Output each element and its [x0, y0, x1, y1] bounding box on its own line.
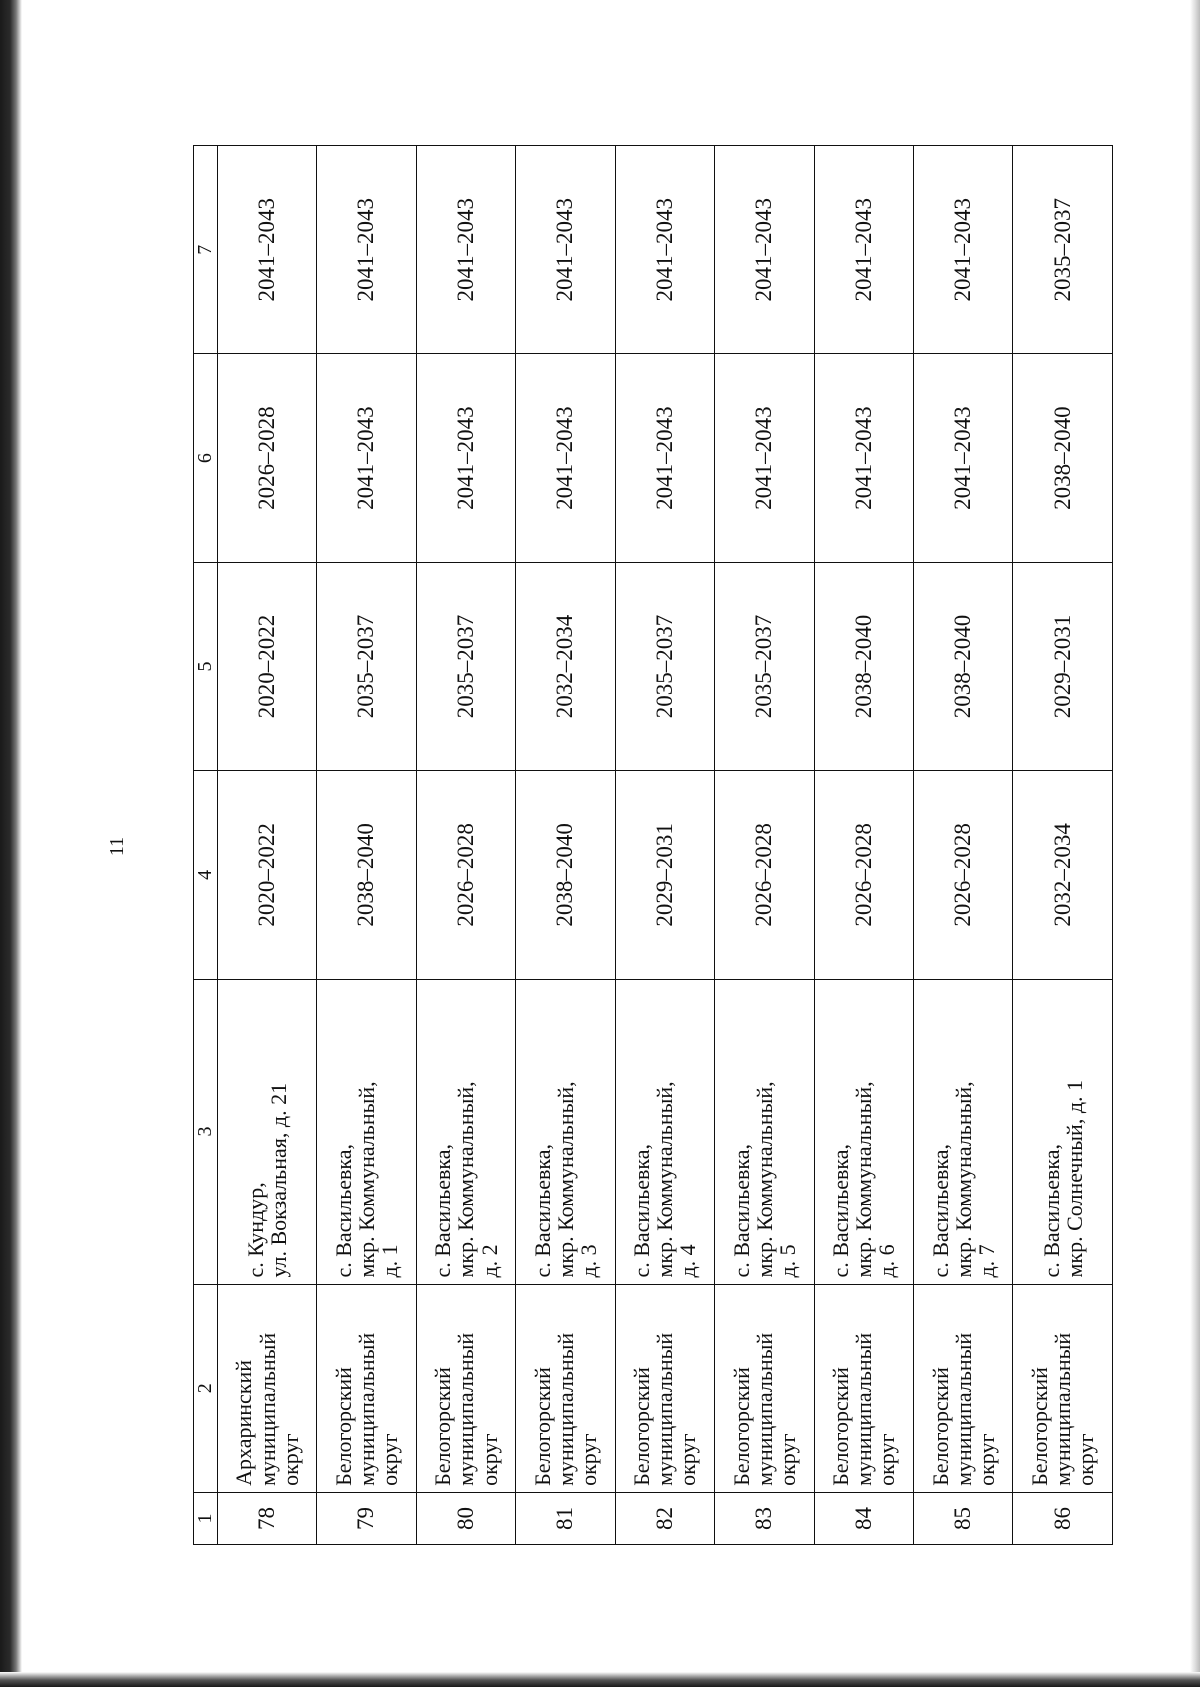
address-cell [1013, 979, 1113, 1284]
address-cell [914, 979, 1013, 1284]
district-cell [1013, 1284, 1113, 1492]
row-number-cell: 80 [416, 1492, 515, 1544]
district-cell [715, 1284, 814, 1492]
row-number-cell: 85 [914, 1492, 1013, 1544]
period-cell: 2041–2043 [516, 354, 615, 562]
period-cell: 2041–2043 [814, 146, 913, 354]
period-cell: 2026–2028 [814, 771, 913, 979]
district-cell [416, 1284, 515, 1492]
cell-line: муниципальный [652, 1332, 678, 1486]
row-number-cell: 84 [814, 1492, 913, 1544]
cell-line: с. Васильевка, [430, 1144, 456, 1278]
column-number: 6 [194, 354, 218, 562]
period-cell: 2035–2037 [715, 562, 814, 770]
period-cell: 2038–2040 [914, 562, 1013, 770]
cell-line: округ [575, 1433, 601, 1486]
table-row [914, 146, 1013, 1545]
cell-line: д. 6 [874, 1244, 900, 1278]
period-cell: 2038–2040 [317, 771, 416, 979]
page-number: 11 [106, 836, 129, 857]
address-cell [416, 979, 515, 1284]
period-cell: 2035–2037 [1013, 146, 1113, 354]
cell-line: д. 5 [774, 1244, 800, 1278]
row-number-cell: 78 [217, 1492, 316, 1544]
cell-line: округ [1073, 1433, 1099, 1486]
cell-line: мкр. Коммунальный, [950, 1081, 976, 1278]
period-cell: 2026–2028 [217, 354, 316, 562]
cell-line: округ [377, 1433, 403, 1486]
table-row [615, 146, 714, 1545]
period-cell: 2032–2034 [516, 562, 615, 770]
period-cell: 2026–2028 [416, 771, 515, 979]
period-cell: 2020–2022 [217, 562, 316, 770]
table-row [715, 146, 814, 1545]
cell-line: муниципальный [353, 1332, 379, 1486]
scan-border-left [0, 0, 22, 1687]
row-number-cell: 86 [1013, 1492, 1113, 1544]
table-row [317, 146, 416, 1545]
table-row [516, 146, 615, 1545]
cell-line: округ [774, 1433, 800, 1486]
address-cell [516, 979, 615, 1284]
row-number-cell: 83 [715, 1492, 814, 1544]
period-cell: 2035–2037 [416, 562, 515, 770]
period-cell: 2038–2040 [814, 562, 913, 770]
column-number: 3 [194, 979, 218, 1284]
row-number-cell: 82 [615, 1492, 714, 1544]
period-cell: 2038–2040 [1013, 354, 1113, 562]
cell-line: мкр. Коммунальный, [552, 1081, 578, 1278]
district-cell [615, 1284, 714, 1492]
cell-line: ул. Вокзальная, д. 21 [266, 1082, 292, 1278]
cell-line: с. Васильевка, [629, 1144, 655, 1278]
cell-line: Белогорский [728, 1367, 754, 1486]
period-cell: 2041–2043 [416, 146, 515, 354]
cell-line: Архаринский [231, 1359, 257, 1486]
address-cell [615, 979, 714, 1284]
column-number: 2 [194, 1284, 218, 1492]
table-row [217, 146, 316, 1545]
cell-line: Белогорский [828, 1367, 854, 1486]
district-cell [317, 1284, 416, 1492]
period-cell: 2041–2043 [317, 146, 416, 354]
scan-border-bottom [0, 1672, 1200, 1687]
cell-line: муниципальный [950, 1332, 976, 1486]
cell-line: муниципальный [751, 1332, 777, 1486]
period-cell: 2041–2043 [715, 146, 814, 354]
cell-line: д. 3 [575, 1244, 601, 1278]
table-row [416, 146, 515, 1545]
cell-line: д. 1 [377, 1244, 403, 1278]
cell-line: Белогорский [430, 1367, 456, 1486]
cell-line: мкр. Коммунальный, [353, 1081, 379, 1278]
cell-line: с. Васильевка, [728, 1144, 754, 1278]
period-cell: 2029–2031 [1013, 562, 1113, 770]
cell-line: муниципальный [552, 1332, 578, 1486]
row-number-cell: 81 [516, 1492, 615, 1544]
period-cell: 2041–2043 [914, 354, 1013, 562]
column-number: 1 [194, 1492, 218, 1544]
column-number: 4 [194, 771, 218, 979]
cell-line: мкр. Коммунальный, [652, 1081, 678, 1278]
period-cell: 2035–2037 [317, 562, 416, 770]
cell-line: с. Васильевка, [828, 1144, 854, 1278]
cell-line: с. Васильевка, [927, 1144, 953, 1278]
address-cell [217, 979, 316, 1284]
period-cell: 2041–2043 [914, 146, 1013, 354]
column-number: 5 [194, 562, 218, 770]
cell-line: с. Кундур, [242, 1182, 268, 1278]
district-cell [914, 1284, 1013, 1492]
cell-line: Белогорский [330, 1367, 356, 1486]
period-cell: 2041–2043 [715, 354, 814, 562]
period-cell: 2020–2022 [217, 771, 316, 979]
row-number-cell: 79 [317, 1492, 416, 1544]
cell-line: мкр. Коммунальный, [751, 1081, 777, 1278]
district-cell [516, 1284, 615, 1492]
schedule-table [193, 145, 1113, 1545]
period-cell: 2041–2043 [615, 354, 714, 562]
cell-line: муниципальный [254, 1332, 280, 1486]
table-wrapper [193, 145, 1113, 1545]
district-cell [217, 1284, 316, 1492]
cell-line: муниципальный [1050, 1332, 1076, 1486]
cell-line: с. Васильевка, [330, 1144, 356, 1278]
period-cell: 2032–2034 [1013, 771, 1113, 979]
cell-line: с. Васильевка, [1038, 1144, 1064, 1278]
period-cell: 2038–2040 [516, 771, 615, 979]
address-cell [715, 979, 814, 1284]
column-number: 7 [194, 146, 218, 354]
period-cell: 2041–2043 [814, 354, 913, 562]
cell-line: д. 7 [973, 1244, 999, 1278]
period-cell: 2041–2043 [317, 354, 416, 562]
table-row [1013, 146, 1113, 1545]
cell-line: Белогорский [927, 1367, 953, 1486]
cell-line: муниципальный [453, 1332, 479, 1486]
period-cell: 2026–2028 [715, 771, 814, 979]
period-cell: 2041–2043 [217, 146, 316, 354]
scan-border-right [1190, 0, 1200, 1687]
period-cell: 2029–2031 [615, 771, 714, 979]
district-cell [814, 1284, 913, 1492]
period-cell: 2026–2028 [914, 771, 1013, 979]
address-cell [814, 979, 913, 1284]
period-cell: 2035–2037 [615, 562, 714, 770]
period-cell: 2041–2043 [615, 146, 714, 354]
cell-line: Белогорский [629, 1367, 655, 1486]
cell-line: округ [973, 1433, 999, 1486]
cell-line: округ [675, 1433, 701, 1486]
cell-line: округ [476, 1433, 502, 1486]
cell-line: округ [874, 1433, 900, 1486]
cell-line: д. 2 [476, 1244, 502, 1278]
table-header-row [194, 146, 218, 1545]
cell-line: д. 4 [675, 1244, 701, 1278]
address-cell [317, 979, 416, 1284]
cell-line: муниципальный [851, 1332, 877, 1486]
cell-line: округ [277, 1433, 303, 1486]
period-cell: 2041–2043 [416, 354, 515, 562]
cell-line: с. Васильевка, [529, 1144, 555, 1278]
cell-line: мкр. Коммунальный, [453, 1081, 479, 1278]
cell-line: Белогорский [529, 1367, 555, 1486]
period-cell: 2041–2043 [516, 146, 615, 354]
cell-line: Белогорский [1027, 1367, 1053, 1486]
table-row [814, 146, 913, 1545]
cell-line: мкр. Солнечный, д. 1 [1061, 1079, 1087, 1278]
cell-line: мкр. Коммунальный, [851, 1081, 877, 1278]
